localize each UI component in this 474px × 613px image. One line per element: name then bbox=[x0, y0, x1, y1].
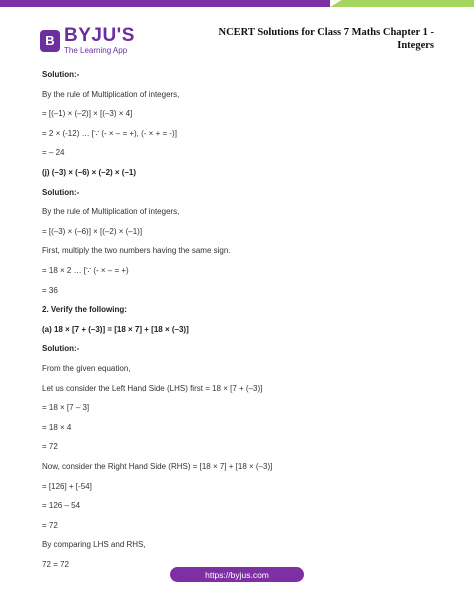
text-line: = 36 bbox=[42, 285, 58, 295]
top-strip-green bbox=[330, 0, 474, 7]
text-line: Let us consider the Left Hand Side (LHS) first = 18 × [7 + (–3)] bbox=[42, 383, 263, 393]
top-strip-purple bbox=[0, 0, 330, 7]
text-line: = 126 – 54 bbox=[42, 501, 81, 511]
text-line: = 72 bbox=[42, 520, 58, 530]
text-line: = 2 × (-12) … [∵ (- × – = +), (- × + = -)] bbox=[42, 128, 177, 138]
section-heading: Solution:- bbox=[42, 70, 80, 79]
text-line: = 18 × 2 … [∵ (- × – = +) bbox=[42, 266, 129, 275]
text-line: First, multiply the two numbers having the same sign. bbox=[42, 246, 231, 256]
logo-tagline: The Learning App bbox=[64, 46, 128, 55]
text-line: 72 = 72 bbox=[42, 560, 69, 569]
section-heading: (j) (–3) × (–6) × (–2) × (–1) bbox=[42, 168, 137, 177]
document-title: NCERT Solutions for Class 7 Maths Chapter 1 - Integers bbox=[218, 27, 434, 51]
text-line: = [126] + [-54] bbox=[42, 481, 92, 491]
section-heading: (a) 18 × [7 + (–3)] = [18 × 7] + [18 × (–3)] bbox=[42, 324, 189, 334]
text-line: = 72 bbox=[42, 442, 58, 452]
logo-name: BYJU'S bbox=[64, 25, 135, 46]
text-line: = [(–3) × (–6)] × [(–2) × (–1)] bbox=[42, 226, 143, 236]
section-heading: Solution:- bbox=[42, 344, 80, 354]
text-line: By the rule of Multiplication of integers, bbox=[42, 89, 180, 99]
text-line: = 18 × [7 – 3] bbox=[42, 403, 90, 413]
byjus-logo[interactable] bbox=[40, 26, 135, 55]
section-heading: 2. Verify the following: bbox=[42, 305, 127, 315]
logo-text bbox=[64, 26, 135, 55]
footer-url-link[interactable]: https://byjus.com bbox=[170, 567, 304, 582]
text-line: Now, consider the Right Hand Side (RHS) = [18 × 7] + [18 × (–3)] bbox=[42, 462, 273, 471]
section-heading: Solution:- bbox=[42, 187, 80, 197]
text-line: = – 24 bbox=[42, 148, 65, 158]
byjus-logo-icon: B bbox=[40, 30, 60, 52]
text-line: = [(–1) × (–2)] × [(–3) × 4] bbox=[42, 109, 133, 119]
top-color-strip bbox=[0, 0, 474, 7]
text-line: By the rule of Multiplication of integers, bbox=[42, 207, 180, 217]
text-line: = 18 × 4 bbox=[42, 422, 72, 432]
text-line: From the given equation, bbox=[42, 364, 131, 373]
text-line: By comparing LHS and RHS, bbox=[42, 540, 146, 550]
